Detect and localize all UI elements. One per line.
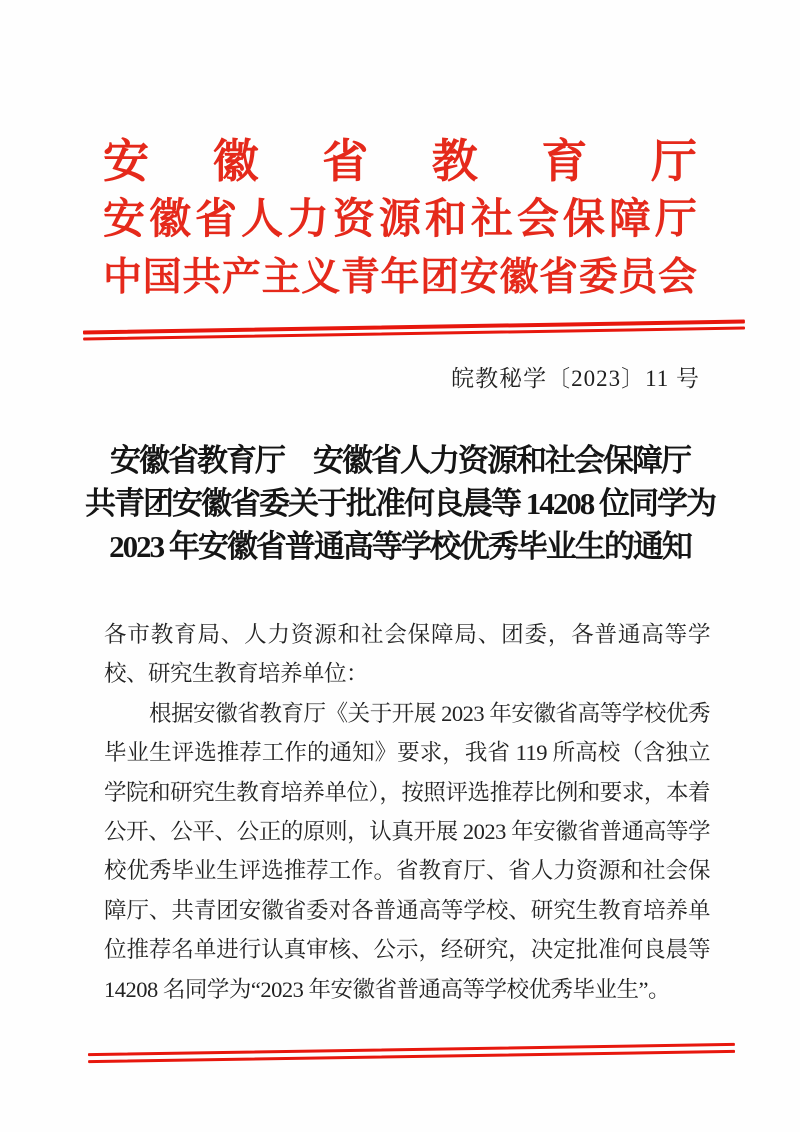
letterhead-character: 安 [459, 256, 499, 299]
document-title [0, 439, 800, 568]
letterhead-character: 徽 [148, 197, 191, 243]
letterhead-character: 共 [182, 256, 222, 299]
letterhead-org-communist-youth-league [103, 245, 697, 303]
document-body [104, 615, 710, 1009]
letterhead-character: 育 [541, 136, 588, 187]
main-paragraph: 根据安徽省教育厅《关于开展 2023 年安徽省高等学校优秀毕业生评选推荐工作的通知》要求，我省 119 所高校（含独立学院和研究生教育培养单位），按照评选推荐比例和要求，本着公开、公平、公正的原则，认真开展 2023 年安徽省普通高等学校优秀毕业生评选推荐工作。省教育厅、省人力资源和社会保障厅、共青团安徽省委对各普通高等学校、研究生教育培养单位推荐名单进行认真审核、公示，经研究，决定批准何良晨等 14208 名同学为“2023 年安徽省普通高等学校优秀毕业生”。 [104, 700, 710, 1002]
letterhead-org-education-department [103, 129, 697, 187]
letterhead-character: 安 [103, 197, 146, 243]
red-separator-rule-bottom [88, 1043, 735, 1063]
letterhead-character: 厅 [650, 136, 697, 187]
letterhead-character: 会 [516, 197, 559, 243]
letterhead-character: 徽 [212, 136, 259, 187]
letterhead-character: 主 [261, 256, 301, 299]
letterhead-character: 源 [378, 197, 421, 243]
letterhead-character: 人 [240, 197, 283, 243]
letterhead-character: 团 [420, 256, 460, 299]
letterhead-character: 教 [431, 136, 478, 187]
letterhead-character: 厅 [654, 197, 697, 243]
letterhead-character: 力 [286, 197, 329, 243]
letterhead-character: 委 [578, 256, 618, 299]
salutation: 各市教育局、人力资源和社会保障局、团委，各普通高等学校、研究生教育培养单位： [104, 622, 710, 687]
letterhead [103, 129, 697, 303]
letterhead-character: 省 [322, 136, 369, 187]
letterhead-character: 年 [380, 256, 420, 299]
document-reference-number: 皖教秘学〔2023〕11 号 [451, 366, 700, 391]
title-line-1: 安徽省教育厅 安徽省人力资源和社会保障厅 [110, 443, 690, 478]
letterhead-character: 员 [618, 256, 658, 299]
letterhead-character: 中 [103, 256, 143, 299]
letterhead-character: 产 [221, 256, 261, 299]
letterhead-character: 障 [608, 197, 651, 243]
letterhead-character: 保 [562, 197, 605, 243]
letterhead-character: 资 [332, 197, 375, 243]
letterhead-character: 徽 [499, 256, 539, 299]
red-separator-rule-top [83, 320, 745, 341]
letterhead-character: 安 [103, 136, 149, 187]
letterhead-character: 会 [657, 256, 697, 299]
title-line-2: 共青团安徽省委关于批准何良晨等 14208 位同学为 [85, 486, 715, 521]
letterhead-character: 社 [470, 197, 513, 243]
letterhead-character: 省 [194, 197, 237, 243]
title-line-3: 2023 年安徽省普通高等学校优秀毕业生的通知 [109, 529, 691, 564]
letterhead-character: 省 [539, 256, 579, 299]
letterhead-org-hr-social-security-department [103, 187, 697, 245]
letterhead-character: 义 [301, 256, 341, 299]
letterhead-character: 国 [142, 256, 182, 299]
letterhead-character: 和 [424, 197, 467, 243]
letterhead-character: 青 [340, 256, 380, 299]
